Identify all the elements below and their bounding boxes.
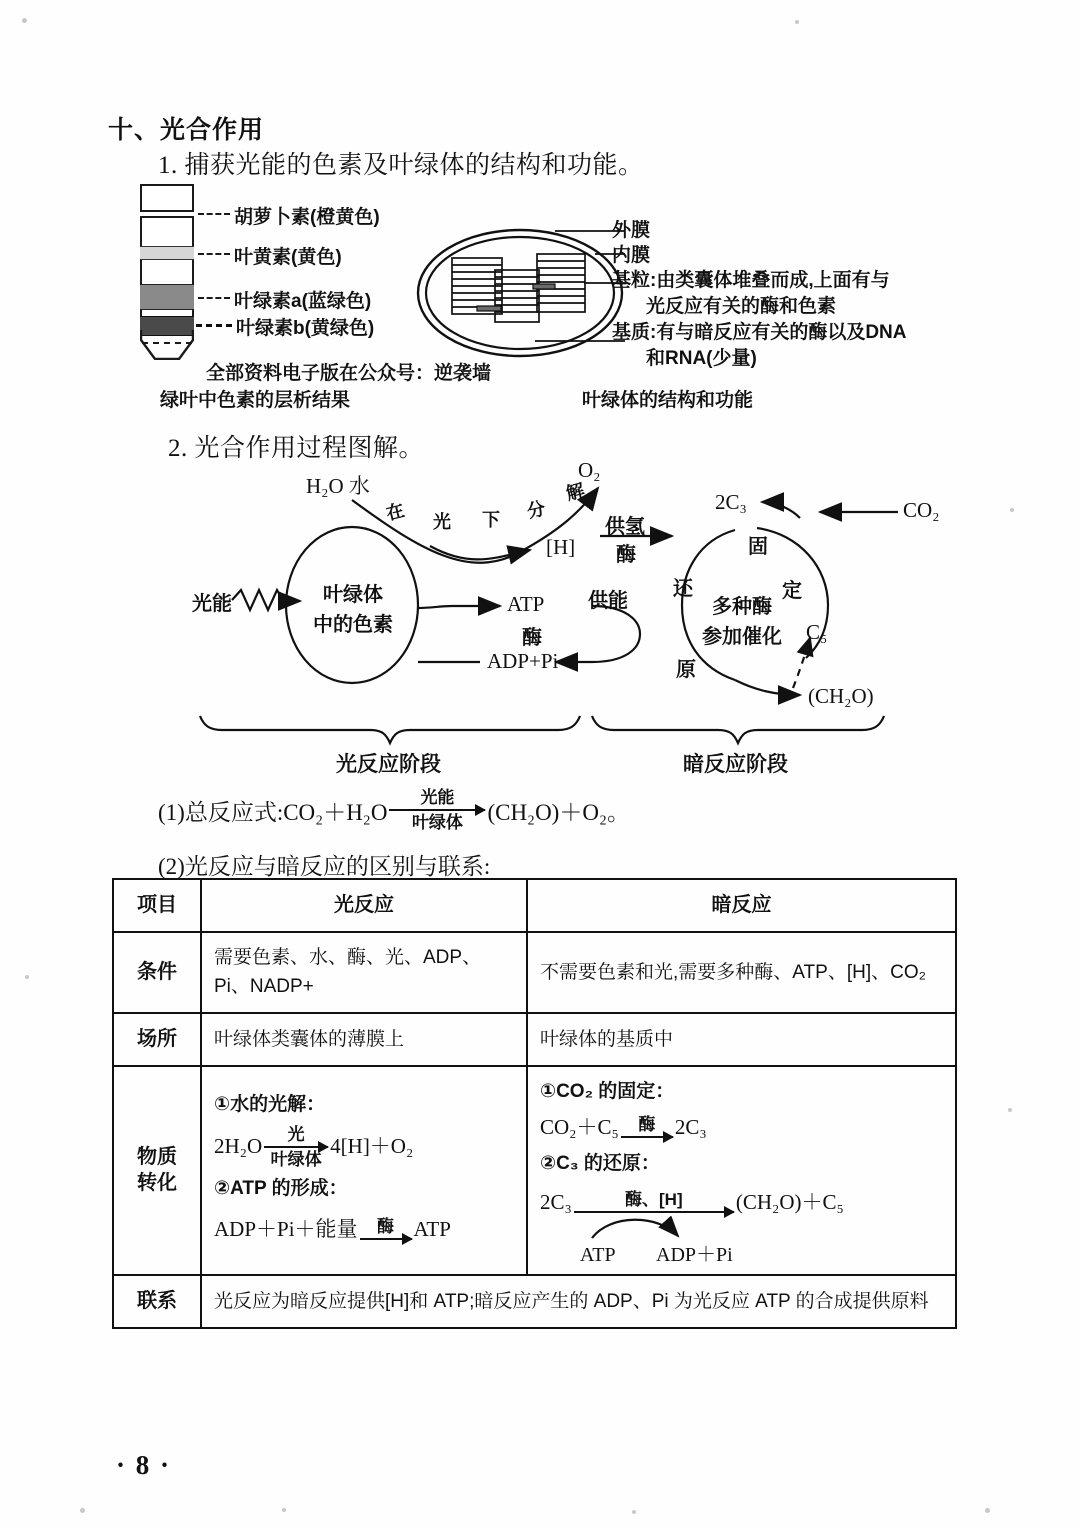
cofactor-atp: ATP xyxy=(580,1243,616,1266)
stage-label-light-reaction: 光反应阶段 xyxy=(336,753,441,776)
chromatography-caption: 绿叶中色素的层析结果 xyxy=(160,390,351,411)
label-text-outer-membrane: 外膜 xyxy=(612,220,651,241)
eq2-arrow xyxy=(360,1217,412,1242)
page-speckle xyxy=(632,1510,636,1514)
eq-left: 2H₂O xyxy=(214,1134,263,1159)
page-speckle xyxy=(1008,1108,1012,1112)
cell-location-dark: 叶绿体的基质中 xyxy=(527,1013,956,1066)
label-cycle-fix-1: 固 xyxy=(748,536,768,558)
equation-left: CO₂＋H₂O xyxy=(283,799,388,825)
label-ch2o: (CH₂O) xyxy=(808,684,874,708)
page-speckle xyxy=(985,1508,990,1513)
deq-arrow xyxy=(621,1115,673,1140)
label-water-path-fen: 分 xyxy=(525,498,548,522)
chloroplast-caption: 叶绿体的结构和功能 xyxy=(582,390,754,411)
page-speckle xyxy=(80,1508,85,1513)
table-intro: (2)光反应与暗反应的区别与联系: xyxy=(158,854,491,879)
eq-arrow-top: 光 xyxy=(287,1124,305,1144)
eq-arrow-bot: 叶绿体 xyxy=(270,1149,322,1169)
subsection-1-title: 1. 捕获光能的色素及叶绿体的结构和功能。 xyxy=(158,152,644,179)
pigment-label-xanthophyll: 叶黄素(黄色) xyxy=(234,247,342,268)
cell-conditions-light: 需要色素、水、酶、光、ADP、Pi、NADP+ xyxy=(201,932,527,1013)
deq2-arrow-line xyxy=(574,1211,734,1213)
cell-transformation-light xyxy=(201,1066,527,1275)
label-chloroplast-pigment-line1: 叶绿体 xyxy=(323,584,383,606)
band-carotene xyxy=(140,210,194,218)
equation-arrow xyxy=(389,788,485,832)
arrow-line xyxy=(389,809,485,811)
label-co2: CO₂ xyxy=(903,498,940,522)
light-item2-title: ②ATP 的形成： xyxy=(214,1177,348,1199)
label-cycle-reduce-1: 还 xyxy=(673,578,693,600)
label-desc2-granum: 光反应有关的酶和色素 xyxy=(646,296,837,317)
label-desc-granum: 由类囊体堆叠而成,上面有与 xyxy=(656,270,890,291)
light-item1-title: ①水的光解： xyxy=(214,1094,326,1116)
pigment-label-chlorophyll-a: 叶绿素a(蓝绿色) xyxy=(234,291,372,312)
table-header-item: 项目 xyxy=(113,879,201,932)
eq2-right: ATP xyxy=(413,1217,451,1242)
leader-carotene xyxy=(198,213,230,215)
row-label-transformation xyxy=(113,1066,201,1275)
label-light-energy: 光能 xyxy=(192,593,232,615)
chloroplast-label-stroma xyxy=(612,320,907,372)
chloroplast-label-granum xyxy=(612,268,890,320)
row-label-conditions: 条件 xyxy=(113,932,201,1013)
label-cycle-reduce-2: 原 xyxy=(676,659,696,681)
strip-taper xyxy=(140,330,194,360)
page-speckle xyxy=(22,18,27,23)
chloroplast-label-inner-membrane xyxy=(612,243,650,269)
table-row-location xyxy=(113,1013,956,1066)
equation-right: (CH₂O)＋O₂ xyxy=(487,799,607,825)
cell-location-light: 叶绿体类囊体的薄膜上 xyxy=(201,1013,527,1066)
page-speckle xyxy=(282,1508,286,1512)
label-energy-supply: 供能 xyxy=(588,590,628,612)
dark-item1-title: ①CO₂ 的固定： xyxy=(540,1080,675,1102)
deq2-right: (CH₂O)＋C₅ xyxy=(735,1190,844,1215)
label-hydrogen-supply: 供氢 xyxy=(605,516,645,538)
table-header-light: 光反应 xyxy=(201,879,527,932)
deq-right: 2C₃ xyxy=(674,1115,707,1140)
label-chloroplast-pigment-line2: 中的色素 xyxy=(313,614,393,636)
label-water-path-zai: 在 xyxy=(384,500,407,524)
deq2-left: 2C₃ xyxy=(540,1190,572,1215)
row-label-connection: 联系 xyxy=(113,1275,201,1328)
label-desc2-stroma: 和RNA(少量) xyxy=(646,348,757,369)
comparison-table xyxy=(112,878,957,1329)
deq2-arrow xyxy=(574,1190,734,1215)
equation-period: 。 xyxy=(606,799,630,825)
chromatography-strip xyxy=(140,184,196,360)
light-item2-equation xyxy=(214,1213,514,1246)
label-atp: ATP xyxy=(507,592,545,616)
stage-label-dark-reaction: 暗反应阶段 xyxy=(683,753,788,776)
label-desc-stroma: 有与暗反应有关的酶以及DNA xyxy=(656,322,907,343)
page-title: 十、光合作用 xyxy=(108,116,265,144)
label-hydrogen-enzyme: 酶 xyxy=(616,544,636,566)
watermark-text: 全部资料电子版在公众号：逆袭墙 xyxy=(206,363,492,384)
eq-arrow-line xyxy=(264,1146,328,1148)
table-header-row xyxy=(113,879,956,932)
band-chlorophyll-a xyxy=(140,284,194,310)
eq-right: 4[H]＋O₂ xyxy=(330,1134,414,1159)
row-label-transformation-text: 物质转化 xyxy=(137,1146,177,1195)
chloroplast-label-outer-membrane xyxy=(612,218,650,244)
pigment-label-carotene: 胡萝卜素(橙黄色) xyxy=(234,207,380,228)
table-header-dark: 暗反应 xyxy=(527,879,956,932)
page-number: · 8 · xyxy=(116,1450,172,1480)
eq2-arrow-line xyxy=(360,1238,412,1240)
label-water-path-jie: 解 xyxy=(564,480,587,504)
label-text-inner-membrane: 内膜 xyxy=(612,245,651,266)
label-c5: C₅ xyxy=(806,620,828,644)
label-text-stroma: 基质: xyxy=(612,322,657,343)
deq-arrow-line xyxy=(621,1136,673,1138)
page-speckle xyxy=(795,20,799,24)
dark-item2-title: ②C₃ 的还原： xyxy=(540,1152,660,1174)
deq-left: CO₂＋C₅ xyxy=(540,1115,619,1140)
eq2-left: ADP＋Pi＋能量 xyxy=(214,1217,358,1242)
page-speckle xyxy=(25,975,29,979)
band-xanthophyll xyxy=(140,246,194,260)
leader-chlorophyll-b xyxy=(196,324,232,327)
eq-arrow xyxy=(264,1125,328,1169)
cell-conditions-dark: 不需要色素和光,需要多种酶、ATP、[H]、CO₂ xyxy=(527,932,956,1013)
label-h-carrier: [H] xyxy=(546,535,576,559)
chloroplast-diagram xyxy=(415,218,625,368)
cofactor-adp-pi: ADP＋Pi xyxy=(656,1243,733,1266)
arrow-top-label: 光能 xyxy=(420,788,455,807)
photosynthesis-process-diagram xyxy=(0,440,1080,780)
table-row-connection xyxy=(113,1275,956,1328)
equation-prefix: (1)总反应式: xyxy=(158,799,284,825)
deq2-arrow-top: 酶、[H] xyxy=(625,1190,683,1210)
dark-item2-equation xyxy=(540,1186,943,1219)
dark-item2-cofactor xyxy=(580,1220,943,1264)
label-text-granum: 基粒: xyxy=(612,270,657,291)
label-cycle-center-line1: 多种酶 xyxy=(712,596,772,618)
pigment-label-chlorophyll-b: 叶绿素b(黄绿色) xyxy=(236,318,375,339)
cell-transformation-dark xyxy=(527,1066,956,1275)
cell-connection-text: 光反应为暗反应提供[H]和 ATP;暗反应产生的 ADP、Pi 为光反应 ATP 的合成提供原料 xyxy=(201,1275,956,1328)
label-cycle-center-line2: 参加催化 xyxy=(702,626,782,648)
label-water: H₂O 水 xyxy=(306,474,370,498)
table-row-conditions xyxy=(113,932,956,1013)
dark-item1-equation xyxy=(540,1111,943,1144)
cofactor-curve-arrow xyxy=(586,1216,736,1242)
deq-arrow-top: 酶 xyxy=(638,1115,656,1135)
overall-equation xyxy=(158,788,630,832)
table-row-transformation xyxy=(113,1066,956,1275)
label-o2: O₂ xyxy=(578,458,601,482)
label-2c3: 2C₃ xyxy=(715,490,747,514)
eq2-arrow-top: 酶 xyxy=(377,1216,395,1236)
light-item1-equation xyxy=(214,1125,514,1169)
label-water-path-xia: 下 xyxy=(482,510,500,530)
leader-chlorophyll-a xyxy=(198,297,230,299)
leader-xanthophyll xyxy=(198,253,230,255)
label-enzyme: 酶 xyxy=(522,627,542,649)
row-label-location: 场所 xyxy=(113,1013,201,1066)
subsection-2-title: 2. 光合作用过程图解。 xyxy=(168,435,425,462)
label-water-path-guang: 光 xyxy=(433,512,451,532)
label-cycle-fix-2: 定 xyxy=(782,580,802,602)
label-adp-pi: ADP+Pi xyxy=(487,649,559,673)
arrow-bottom-label: 叶绿体 xyxy=(411,813,463,832)
